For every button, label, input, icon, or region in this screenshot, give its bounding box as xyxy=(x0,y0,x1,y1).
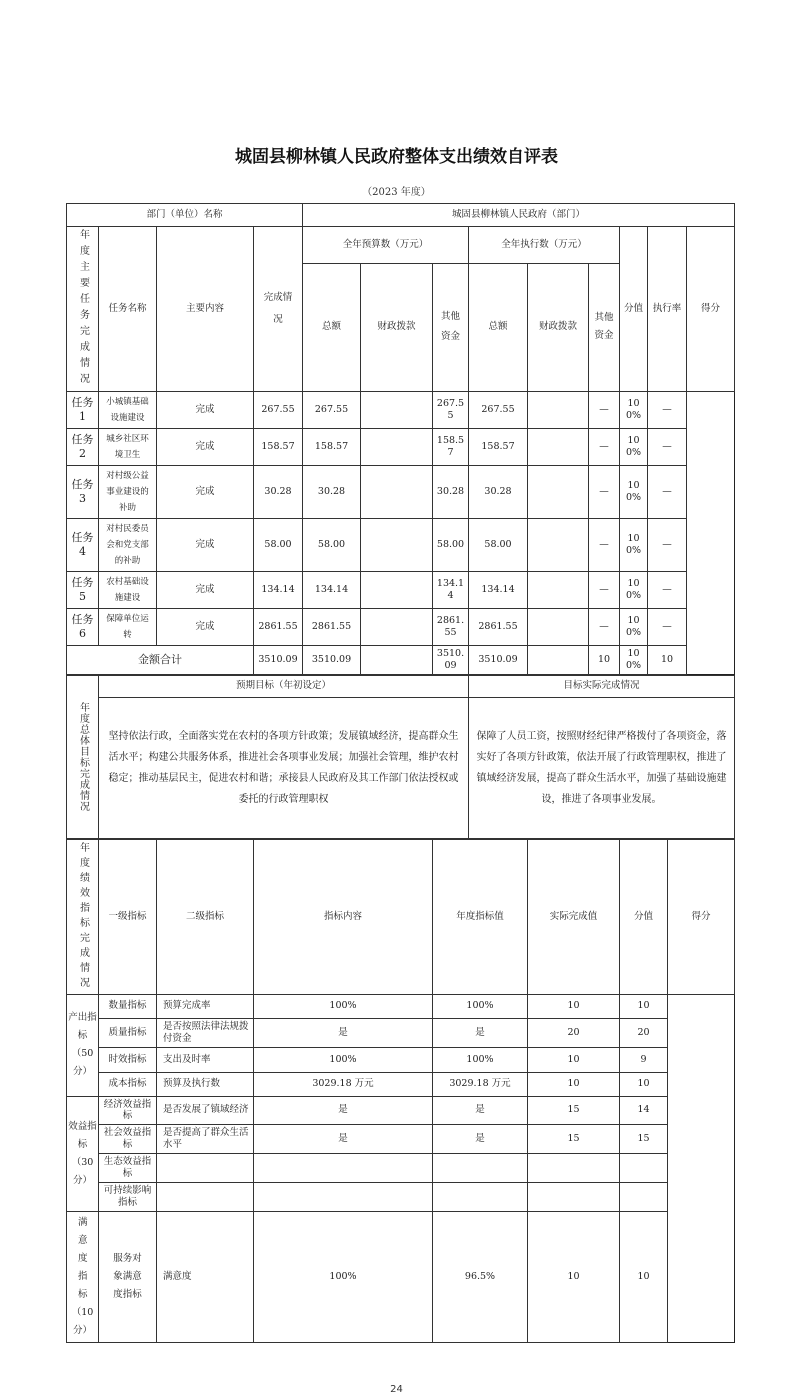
level2-indicator: 可持续影响指标 xyxy=(99,1182,157,1211)
actual-goal-text: 保障了人员工资，按照财经纪律严格拨付了各项资金，落实好了各项方针政策，依法开展了行政管理职权，推进了镇域经济发展，提高了群众生活水平，加强了基础设施建设，推进了各项事业发展。 xyxy=(469,697,735,838)
indicator-score: 10 xyxy=(620,1211,668,1342)
indicator-row xyxy=(67,994,735,1018)
task-score: — xyxy=(648,572,687,609)
indicator-content: 支出及时率 xyxy=(157,1047,254,1072)
indicators-side-label: 年度绩效指标完成情况 xyxy=(67,839,99,994)
indicator-score: 10 xyxy=(620,1072,668,1096)
budget-other xyxy=(361,392,433,429)
indicator-row xyxy=(67,1211,735,1342)
exec-rate: 100% xyxy=(620,466,648,519)
indicators-header-row xyxy=(67,839,735,994)
header-target: 年度指标值 xyxy=(433,839,528,994)
exec-rate: 100% xyxy=(620,572,648,609)
budget-total: 134.14 xyxy=(254,572,303,609)
actual-value: 100% xyxy=(433,994,528,1018)
total-rate: 100% xyxy=(620,646,648,675)
score-value: — xyxy=(589,429,620,466)
task-status: 完成 xyxy=(157,429,254,466)
indicator-row xyxy=(67,1154,735,1183)
task-content: 对村民委员会和党支部的补助 xyxy=(99,519,157,572)
total-budget-other xyxy=(361,646,433,675)
level1-points: （50 分） xyxy=(71,1048,94,1078)
exec-fiscal: 267.55 xyxy=(469,392,528,429)
actual-value: 是 xyxy=(433,1018,528,1047)
level2-indicator: 社会效益指标 xyxy=(99,1125,157,1154)
task-content: 农村基础设施建设 xyxy=(99,572,157,609)
indicator-value xyxy=(528,1154,620,1183)
header-exec-rate: 执行率 xyxy=(648,227,687,392)
indicator-value xyxy=(528,1182,620,1211)
header-score: 得分 xyxy=(687,227,735,392)
budget-fiscal: 134.14 xyxy=(303,572,361,609)
level2-indicator: 成本指标 xyxy=(99,1072,157,1096)
level1-name: 产出指标 xyxy=(68,1012,97,1042)
budget-total: 2861.55 xyxy=(254,609,303,646)
indicator-value: 20 xyxy=(528,1018,620,1047)
level1-indicator xyxy=(67,1211,99,1342)
tasks-side-label: 年度主要任务完成情况 xyxy=(67,227,99,392)
actual-value xyxy=(433,1182,528,1211)
task-name: 任务 4 xyxy=(67,519,99,572)
total-exec-total: 3510.09 xyxy=(433,646,469,675)
header-task-name: 任务名称 xyxy=(99,227,157,392)
annual-target: 100% xyxy=(254,1047,433,1072)
page-title: 城固县柳林镇人民政府整体支出绩效自评表 xyxy=(235,147,558,167)
indicators-table xyxy=(66,839,735,1343)
exec-fiscal: 2861.55 xyxy=(469,609,528,646)
tasks-total-row xyxy=(67,646,735,675)
header-exec-other: 其他资金 xyxy=(589,263,620,391)
task-status: 完成 xyxy=(157,572,254,609)
level2-indicator: 经济效益指标 xyxy=(99,1096,157,1125)
actual-goal-header: 目标实际完成情况 xyxy=(469,675,735,697)
goals-content-row xyxy=(67,697,735,838)
indicator-value: 10 xyxy=(528,1072,620,1096)
header-exec-fiscal: 财政拨款 xyxy=(528,263,589,391)
annual-target: 是 xyxy=(254,1096,433,1125)
tasks-header-row xyxy=(67,227,735,264)
indicator-content: 是否按照法律法规拨付资金 xyxy=(157,1018,254,1047)
budget-total: 267.55 xyxy=(254,392,303,429)
budget-fiscal: 267.55 xyxy=(303,392,361,429)
exec-other xyxy=(528,609,589,646)
task-content: 对村级公益事业建设的补助 xyxy=(99,466,157,519)
exec-fiscal: 158.57 xyxy=(469,429,528,466)
level1-name: 效益指标 xyxy=(68,1120,97,1150)
header-completion: 完成情况 xyxy=(254,227,303,392)
indicator-row xyxy=(67,1182,735,1211)
task-row xyxy=(67,429,735,466)
total-budget-fiscal: 3510.09 xyxy=(303,646,361,675)
task-row xyxy=(67,572,735,609)
annual-target: 100% xyxy=(254,994,433,1018)
task-name: 任务 5 xyxy=(67,572,99,609)
budget-fiscal: 58.00 xyxy=(303,519,361,572)
indicator-score: 14 xyxy=(620,1096,668,1125)
indicator-value: 10 xyxy=(528,1047,620,1072)
exec-other xyxy=(528,429,589,466)
indicator-score xyxy=(620,1154,668,1183)
indicator-row xyxy=(67,1096,735,1125)
annual-target: 是 xyxy=(254,1018,433,1047)
header-actual: 实际完成值 xyxy=(528,839,620,994)
budget-other xyxy=(361,429,433,466)
actual-value: 是 xyxy=(433,1125,528,1154)
indicator-value: 10 xyxy=(528,994,620,1018)
header-budget-total: 总额 xyxy=(303,263,361,391)
header-main-content: 主要内容 xyxy=(157,227,254,392)
goals-header-row xyxy=(67,675,735,697)
level2-indicator: 质量指标 xyxy=(99,1018,157,1047)
actual-value: 96.5% xyxy=(433,1211,528,1342)
level2-indicator: 时效指标 xyxy=(99,1047,157,1072)
task-name: 任务 3 xyxy=(67,466,99,519)
exec-rate: 100% xyxy=(620,609,648,646)
exec-other xyxy=(528,466,589,519)
budget-other xyxy=(361,466,433,519)
exec-other xyxy=(528,519,589,572)
header-budget-fiscal: 财政拨款 xyxy=(361,263,433,391)
exec-total: 134.14 xyxy=(433,572,469,609)
indicator-content: 预算及执行数 xyxy=(157,1072,254,1096)
indicator-score xyxy=(620,1182,668,1211)
header-content: 指标内容 xyxy=(254,839,433,994)
budget-other xyxy=(361,609,433,646)
indicator-score: 10 xyxy=(620,994,668,1018)
annual-target xyxy=(254,1154,433,1183)
task-status: 完成 xyxy=(157,519,254,572)
task-content: 小城镇基础设施建设 xyxy=(99,392,157,429)
task-score: — xyxy=(648,429,687,466)
total-value: 10 xyxy=(589,646,620,675)
budget-fiscal: 158.57 xyxy=(303,429,361,466)
exec-rate: 100% xyxy=(620,519,648,572)
exec-total: 267.55 xyxy=(433,392,469,429)
indicator-content: 预算完成率 xyxy=(157,994,254,1018)
task-name: 任务 1 xyxy=(67,392,99,429)
indicator-content xyxy=(157,1154,254,1183)
header-exec-total: 总额 xyxy=(469,263,528,391)
budget-fiscal: 30.28 xyxy=(303,466,361,519)
header-level1: 一级指标 xyxy=(99,839,157,994)
header-budget-other: 其他资金 xyxy=(433,263,469,391)
level1-name: 满意度指标 xyxy=(78,1216,88,1300)
task-status: 完成 xyxy=(157,609,254,646)
actual-value xyxy=(433,1154,528,1183)
indicator-row xyxy=(67,1072,735,1096)
annual-target xyxy=(254,1182,433,1211)
indicator-content: 是否提高了群众生活水平 xyxy=(157,1125,254,1154)
goals-side-label: 年度总体目标完成情况 xyxy=(67,675,99,838)
annual-target: 是 xyxy=(254,1125,433,1154)
total-label: 金额合计 xyxy=(67,646,254,675)
task-content: 保障单位运转 xyxy=(99,609,157,646)
indicator-content: 满意度 xyxy=(157,1211,254,1342)
header-score-value: 分值 xyxy=(620,227,648,392)
tasks-table xyxy=(66,203,735,675)
header-value: 分值 xyxy=(620,839,668,994)
score-value: — xyxy=(589,609,620,646)
exec-other xyxy=(528,392,589,429)
budget-other xyxy=(361,519,433,572)
score-value: — xyxy=(589,572,620,609)
task-score: — xyxy=(648,392,687,429)
exec-total: 158.57 xyxy=(433,429,469,466)
actual-value: 3029.18 万元 xyxy=(433,1072,528,1096)
indicator-score: 15 xyxy=(620,1125,668,1154)
budget-total: 158.57 xyxy=(254,429,303,466)
task-row xyxy=(67,519,735,572)
exec-fiscal: 134.14 xyxy=(469,572,528,609)
header-execution-group: 全年执行数（万元） xyxy=(469,227,620,264)
report-tables xyxy=(66,203,734,1343)
total-budget-total: 3510.09 xyxy=(254,646,303,675)
page-subtitle: （2023 年度） xyxy=(362,187,431,198)
exec-other xyxy=(528,572,589,609)
task-name: 任务 6 xyxy=(67,609,99,646)
header-level2: 二级指标 xyxy=(157,839,254,994)
indicator-score: 9 xyxy=(620,1047,668,1072)
unit-value: 城固县柳林镇人民政府（部门） xyxy=(303,204,735,227)
total-exec-other xyxy=(528,646,589,675)
task-row xyxy=(67,392,735,429)
task-score: — xyxy=(648,466,687,519)
task-content: 城乡社区环境卫生 xyxy=(99,429,157,466)
exec-fiscal: 30.28 xyxy=(469,466,528,519)
level1-indicator xyxy=(67,1096,99,1211)
task-name: 任务 2 xyxy=(67,429,99,466)
expected-goal-text: 坚持依法行政，全面落实党在农村的各项方针政策；发展镇域经济，提高群众生活水平；构建公共服务体系，推进社会各项事业发展；加强社会管理，维护农村稳定；推动基层民主，促进农村和谐；承接县人民政府及其工作部门依法授权或委托的行政管理职权 xyxy=(99,697,469,838)
task-score: — xyxy=(648,519,687,572)
indicator-score: 20 xyxy=(620,1018,668,1047)
indicator-content xyxy=(157,1182,254,1211)
budget-total: 58.00 xyxy=(254,519,303,572)
level2-indicator: 数量指标 xyxy=(99,994,157,1018)
level2-indicator: 生态效益指标 xyxy=(99,1154,157,1183)
actual-value: 100% xyxy=(433,1047,528,1072)
annual-target: 3029.18 万元 xyxy=(254,1072,433,1096)
actual-value: 是 xyxy=(433,1096,528,1125)
level1-points: （10 分） xyxy=(71,1306,94,1336)
expected-goal-header: 预期目标（年初设定） xyxy=(99,675,469,697)
indicator-rows xyxy=(67,994,735,1342)
annual-target: 100% xyxy=(254,1211,433,1342)
goals-table xyxy=(66,675,735,839)
exec-total: 2861.55 xyxy=(433,609,469,646)
exec-total: 30.28 xyxy=(433,466,469,519)
indicator-row xyxy=(67,1125,735,1154)
level1-indicator xyxy=(67,994,99,1096)
total-exec-fiscal: 3510.09 xyxy=(469,646,528,675)
exec-total: 58.00 xyxy=(433,519,469,572)
exec-rate: 100% xyxy=(620,429,648,466)
indicator-row xyxy=(67,1047,735,1072)
level2-indicator: 服务对象满意度指标 xyxy=(99,1211,157,1342)
unit-label: 部门（单位）名称 xyxy=(67,204,303,227)
score-value: — xyxy=(589,392,620,429)
indicator-row xyxy=(67,1018,735,1047)
page-number: 24 xyxy=(390,1384,403,1395)
exec-rate: 100% xyxy=(620,392,648,429)
budget-other xyxy=(361,572,433,609)
indicator-value: 15 xyxy=(528,1125,620,1154)
task-rows xyxy=(67,392,735,646)
exec-fiscal: 58.00 xyxy=(469,519,528,572)
task-row xyxy=(67,466,735,519)
header-score: 得分 xyxy=(668,839,735,994)
score-value: — xyxy=(589,519,620,572)
task-row xyxy=(67,609,735,646)
budget-total: 30.28 xyxy=(254,466,303,519)
indicator-value: 10 xyxy=(528,1211,620,1342)
unit-row xyxy=(67,204,735,227)
total-score: 10 xyxy=(648,646,687,675)
score-value: — xyxy=(589,466,620,519)
task-status: 完成 xyxy=(157,392,254,429)
indicator-value: 15 xyxy=(528,1096,620,1125)
level1-points: （30 分） xyxy=(71,1156,94,1186)
budget-fiscal: 2861.55 xyxy=(303,609,361,646)
indicator-content: 是否发展了镇域经济 xyxy=(157,1096,254,1125)
task-score: — xyxy=(648,609,687,646)
task-status: 完成 xyxy=(157,466,254,519)
header-budget-group: 全年预算数（万元） xyxy=(303,227,469,264)
